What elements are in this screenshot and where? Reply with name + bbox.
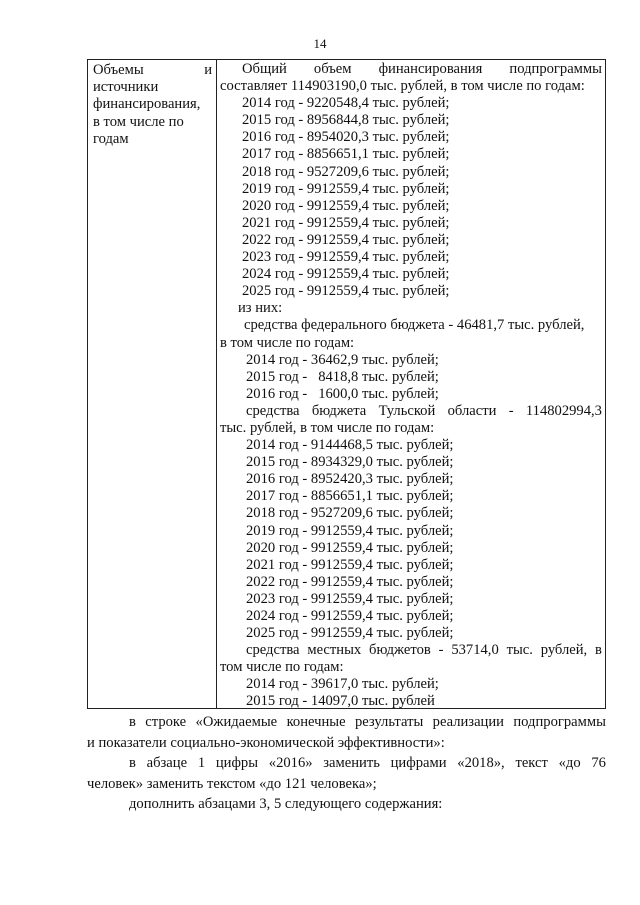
regional-year-line: 2016 год - 8952420,3 тыс. рублей; [246,471,454,488]
para2-line-1-word: цифры [215,755,259,772]
label-line-5: годам [93,130,129,147]
local-year-line: 2015 год - 14097,0 тыс. рублей [246,693,435,710]
federal-line-2: в том числе по годам: [220,334,355,351]
regional-year-line: 2025 год - 9912559,4 тыс. рублей; [246,625,454,642]
para2-line-1-word: заменить [323,755,380,772]
regional-year-line: 2020 год - 9912559,4 тыс. рублей; [246,539,454,556]
para1-line-1-word: реализации [432,714,504,730]
label-line-3: финансирования, [93,96,201,113]
regional-line-1 [220,403,602,420]
intro-line-1-word: подпрограммы [509,61,602,77]
para3: дополнить абзацами 3, 5 следующего содержания: [129,796,443,813]
page-number: 14 [313,36,327,51]
para2-line-2: человек» заменить текстом «до 121 человека»; [87,775,377,792]
para1-line-2: и показатели социально-экономической эффективности»: [87,734,445,751]
of-them-label: из них: [238,300,283,317]
total-year-line: 2016 год - 8954020,3 тыс. рублей; [242,129,450,146]
para1-line-1-word: конечные [286,714,346,730]
local-line-1-word: тыс. [506,642,533,659]
para2-line-1 [87,753,606,774]
total-year-line: 2014 год - 9220548,4 тыс. рублей; [242,95,450,112]
regional-year-line: 2022 год - 9912559,4 тыс. рублей; [246,573,454,590]
para1-line-1-word: строке [145,714,187,730]
regional-year-line: 2014 год - 9144468,5 тыс. рублей; [246,437,454,454]
funding-table [87,59,606,709]
label-line-2: источники [93,79,159,96]
federal-line-1: средства федерального бюджета - 46481,7 тыс. рублей, [244,317,585,334]
local-line-1-word: в [595,642,602,659]
intro-line-2: составляет 114903190,0 тыс. рублей, в том числе по годам: [220,78,585,95]
local-line-1-word: средства [246,642,300,659]
total-year-line: 2015 год - 8956844,8 тыс. рублей; [242,112,450,129]
local-line-1-word: рублей, [540,642,588,659]
intro-line-1-word: финансирования [378,61,483,77]
federal-year-line: 2015 год - 8418,8 тыс. рублей; [246,368,439,385]
regional-line-1-word: - [508,402,514,419]
federal-year-line: 2016 год - 1600,0 тыс. рублей; [246,385,439,402]
regional-year-line: 2021 год - 9912559,4 тыс. рублей; [246,556,454,573]
regional-line-1-word: области [447,402,497,419]
label-line-4: в том числе по [93,113,184,130]
para2-line-1-word: «до [558,755,581,772]
para2-line-1-word: 1 [197,755,206,772]
regional-year-line: 2015 год - 8934329,0 тыс. рублей; [246,454,454,471]
total-year-line: 2025 год - 9912559,4 тыс. рублей; [242,283,450,300]
body-text [87,712,606,815]
para1-line-1 [87,712,606,733]
label-line-1: Объемы и [93,62,212,78]
para2-line-1-word: цифрами [390,755,447,772]
intro-line-1-word: Общий [242,61,287,77]
total-year-line: 2023 год - 9912559,4 тыс. рублей; [242,249,450,266]
total-year-line: 2021 год - 9912559,4 тыс. рублей; [242,214,450,231]
regional-line-1-word: средства [246,402,300,419]
regional-years-list [220,437,602,642]
regional-year-line: 2017 год - 8856651,1 тыс. рублей; [246,488,454,505]
para1-line-1-word: в [129,714,136,730]
total-year-line: 2022 год - 9912559,4 тыс. рублей; [242,231,450,248]
regional-year-line: 2024 год - 9912559,4 тыс. рублей; [246,608,454,624]
table-label-cell [93,62,212,148]
local-line-1-word: - [438,642,444,659]
regional-line-1-word: бюджета [311,402,367,419]
para2-line-1-word: в [129,755,136,772]
total-years-list [220,95,602,300]
total-year-line: 2018 год - 9527209,6 тыс. рублей; [242,163,450,180]
para2-line-1-word: «2018», [457,755,505,772]
regional-year-line: 2019 год - 9912559,4 тыс. рублей; [246,522,454,539]
local-line-1 [220,642,602,659]
para2-line-1-word: «2016» [268,755,313,772]
intro-line-1-word: объем [313,61,352,77]
total-year-line: 2024 год - 9912559,4 тыс. рублей; [242,266,450,283]
para2-line-1-word: абзаце [146,755,188,772]
regional-year-line: 2023 год - 9912559,4 тыс. рублей; [246,590,454,607]
local-line-1-word: бюджетов [369,642,431,659]
local-year-line: 2014 год - 39617,0 тыс. рублей; [246,676,439,693]
federal-years-list [220,352,602,403]
para1-line-1-word: «Ожидаемые [195,714,278,730]
table-content-cell [220,61,602,711]
federal-year-line: 2014 год - 36462,9 тыс. рублей; [246,351,439,368]
para2-line-1-word: текст [515,755,548,772]
total-year-line: 2017 год - 8856651,1 тыс. рублей; [242,146,450,163]
table-column-divider [216,60,217,708]
regional-year-line: 2018 год - 9527209,6 тыс. рублей; [246,505,454,522]
total-year-line: 2019 год - 9912559,4 тыс. рублей; [242,180,450,197]
intro-line-1 [220,61,602,78]
total-year-line: 2020 год - 9912559,4 тыс. рублей; [242,197,450,214]
regional-line-1-word: Тульской [378,402,436,419]
para2-line-1-word: 76 [591,755,606,772]
local-line-1-word: местных [307,642,362,659]
local-line-1-word: 53714,0 [451,642,499,659]
local-line-2: том числе по годам: [220,659,344,676]
para1-line-1-word: подпрограммы [513,714,606,730]
regional-line-2: тыс. рублей, в том числе по годам: [220,419,435,436]
regional-line-1-word: 114802994,3 [525,402,602,419]
local-years-list [220,676,602,710]
para1-line-1-word: результаты [354,714,424,730]
